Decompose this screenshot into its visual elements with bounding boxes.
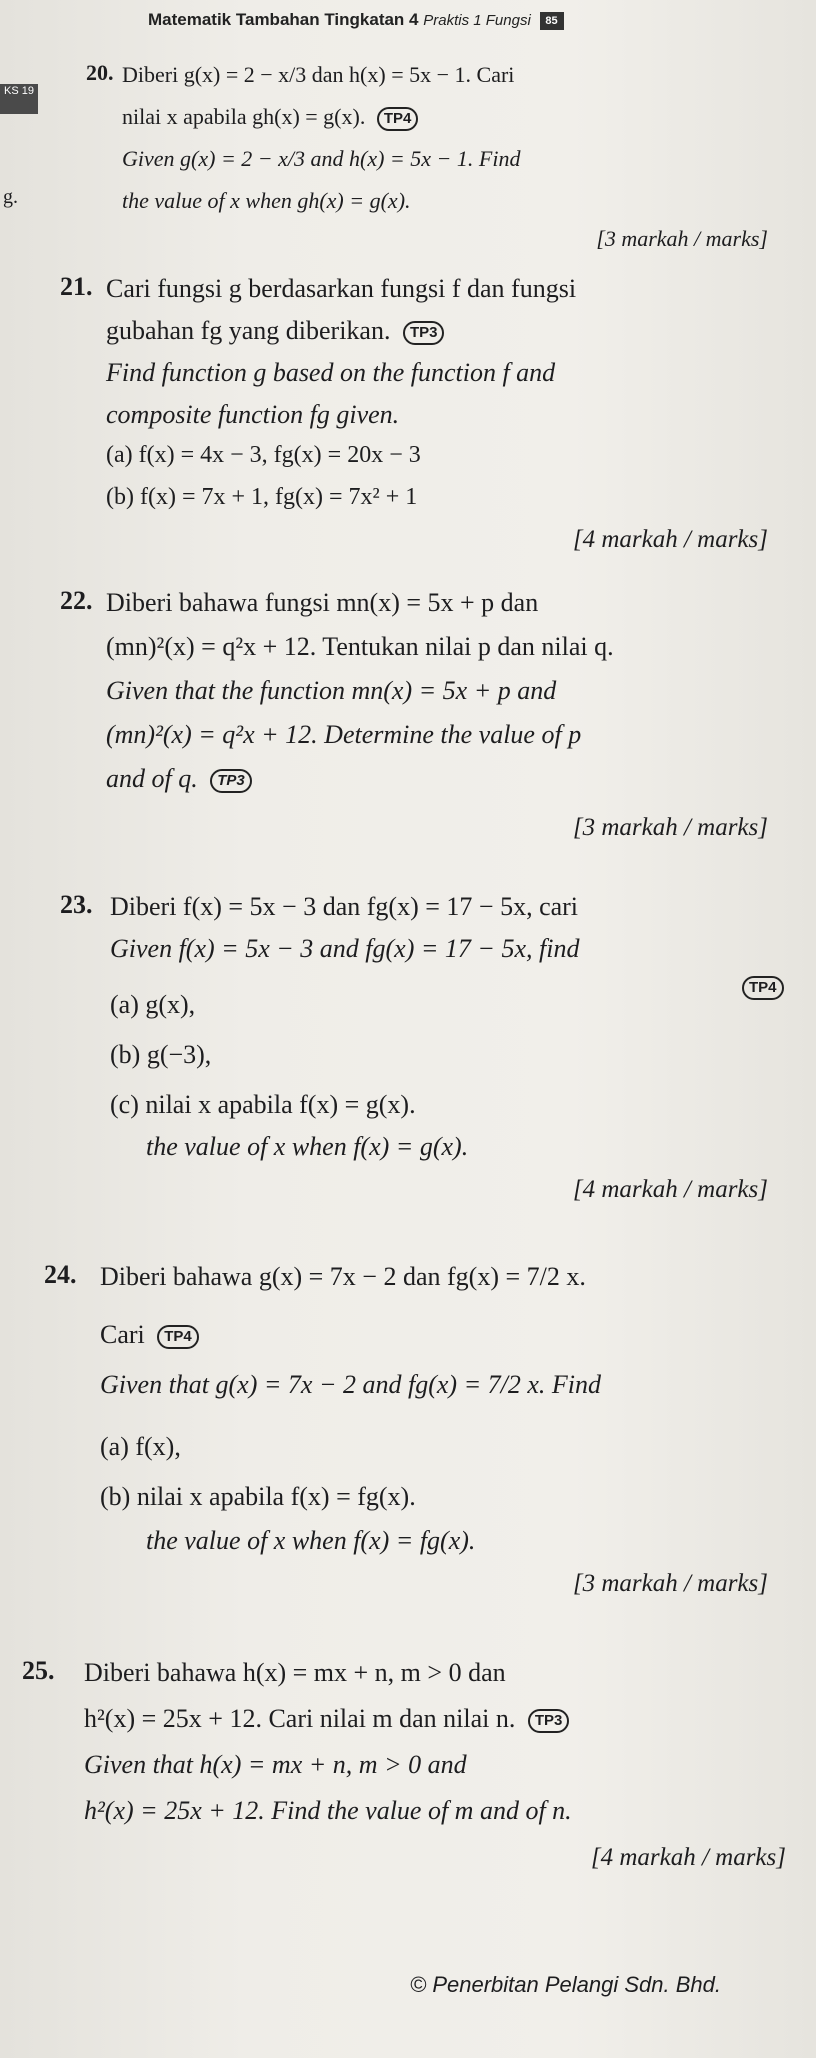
question-text-en: Find function g based on the function f and [106, 358, 556, 387]
question-line: h²(x) = 25x + 12. Cari nilai m dan nilai n. [84, 1704, 516, 1733]
part-b: (b) g(−3), [110, 1040, 212, 1069]
header-tag: 85 [540, 12, 564, 30]
kss-badge: KS 19 [0, 84, 38, 114]
marks-label: [3 markah / marks] [572, 814, 768, 841]
question-text-en: Given that h(x) = mx + n, m > 0 and [84, 1750, 467, 1779]
question-text-ms: Diberi g(x) = 2 − x/3 dan h(x) = 5x − 1. Cari [122, 62, 515, 87]
question-line: nilai x apabila gh(x) = g(x). [122, 104, 366, 129]
part-c-en: the value of x when f(x) = g(x). [146, 1132, 469, 1161]
part-a: (a) f(x) = 4x − 3, fg(x) = 20x − 3 [106, 442, 421, 468]
question-number: 23. [60, 890, 93, 919]
tp-level-badge: TP4 [742, 976, 784, 1000]
header-subtitle: Praktis 1 Fungsi [423, 12, 531, 29]
question-text-ms: Diberi bahawa fungsi mn(x) = 5x + p dan [106, 588, 539, 617]
tp-level-badge: TP3 [210, 769, 252, 793]
question-text-en: the value of x when gh(x) = g(x). [122, 188, 411, 213]
marks-label: [4 markah / marks] [572, 526, 768, 553]
question-number: 25. [22, 1656, 55, 1685]
question-text-ms: Diberi bahawa g(x) = 7x − 2 dan fg(x) = 7/2 x. [100, 1262, 586, 1291]
question-text-en: Given that g(x) = 7x − 2 and fg(x) = 7/2 x. Find [100, 1370, 602, 1399]
tp-level-badge: TP3 [403, 321, 445, 345]
question-text-en: Given that the function mn(x) = 5x + p and [106, 676, 557, 705]
question-number: 24. [44, 1260, 77, 1289]
marks-label: [4 markah / marks] [590, 1844, 786, 1871]
question-text-en: Given f(x) = 5x − 3 and fg(x) = 17 − 5x, find [110, 934, 580, 963]
question-text-en: h²(x) = 25x + 12. Find the value of m and of n. [84, 1796, 572, 1825]
tp-level-badge: TP3 [528, 1709, 570, 1733]
question-number: 21. [60, 272, 93, 301]
marks-label: [3 markah / marks] [596, 226, 768, 251]
question-text-ms: Cari fungsi g berdasarkan fungsi f dan fungsi [106, 274, 577, 303]
tp-level-badge: TP4 [157, 1325, 199, 1349]
marks-label: [4 markah / marks] [572, 1176, 768, 1203]
question-number: 20. [86, 60, 114, 85]
header-title: Matematik Tambahan Tingkatan 4 [148, 10, 419, 29]
part-a: (a) g(x), [110, 990, 196, 1019]
question-text-en [106, 764, 252, 794]
question-line: gubahan fg yang diberikan. [106, 316, 391, 345]
part-b-en: the value of x when f(x) = fg(x). [146, 1526, 476, 1555]
copyright-footer: © Penerbitan Pelangi Sdn. Bhd. [410, 1972, 721, 1997]
question-text-ms [106, 316, 444, 346]
part-b: (b) nilai x apabila f(x) = fg(x). [100, 1482, 416, 1511]
question-text-ms [100, 1320, 199, 1350]
question-text-en: Given g(x) = 2 − x/3 and h(x) = 5x − 1. Find [122, 146, 521, 171]
question-line: Cari [100, 1320, 145, 1349]
question-text-ms: (mn)²(x) = q²x + 12. Tentukan nilai p dan nilai q. [106, 632, 614, 661]
margin-note: g. [3, 186, 18, 208]
question-text-ms [122, 104, 418, 131]
part-a: (a) f(x), [100, 1432, 181, 1461]
marks-label: [3 markah / marks] [572, 1570, 768, 1597]
page-header [148, 10, 564, 30]
question-number: 22. [60, 586, 93, 615]
question-text-ms: Diberi f(x) = 5x − 3 dan fg(x) = 17 − 5x, cari [110, 892, 579, 921]
part-b: (b) f(x) = 7x + 1, fg(x) = 7x² + 1 [106, 484, 418, 510]
question-line: and of q. [106, 764, 198, 793]
question-text-ms [84, 1704, 569, 1734]
tp-level-badge: TP4 [377, 107, 419, 131]
part-c: (c) nilai x apabila f(x) = g(x). [110, 1090, 416, 1119]
question-text-en: (mn)²(x) = q²x + 12. Determine the value of p [106, 720, 582, 749]
question-text-ms: Diberi bahawa h(x) = mx + n, m > 0 dan [84, 1658, 506, 1687]
question-text-en: composite function fg given. [106, 400, 400, 429]
